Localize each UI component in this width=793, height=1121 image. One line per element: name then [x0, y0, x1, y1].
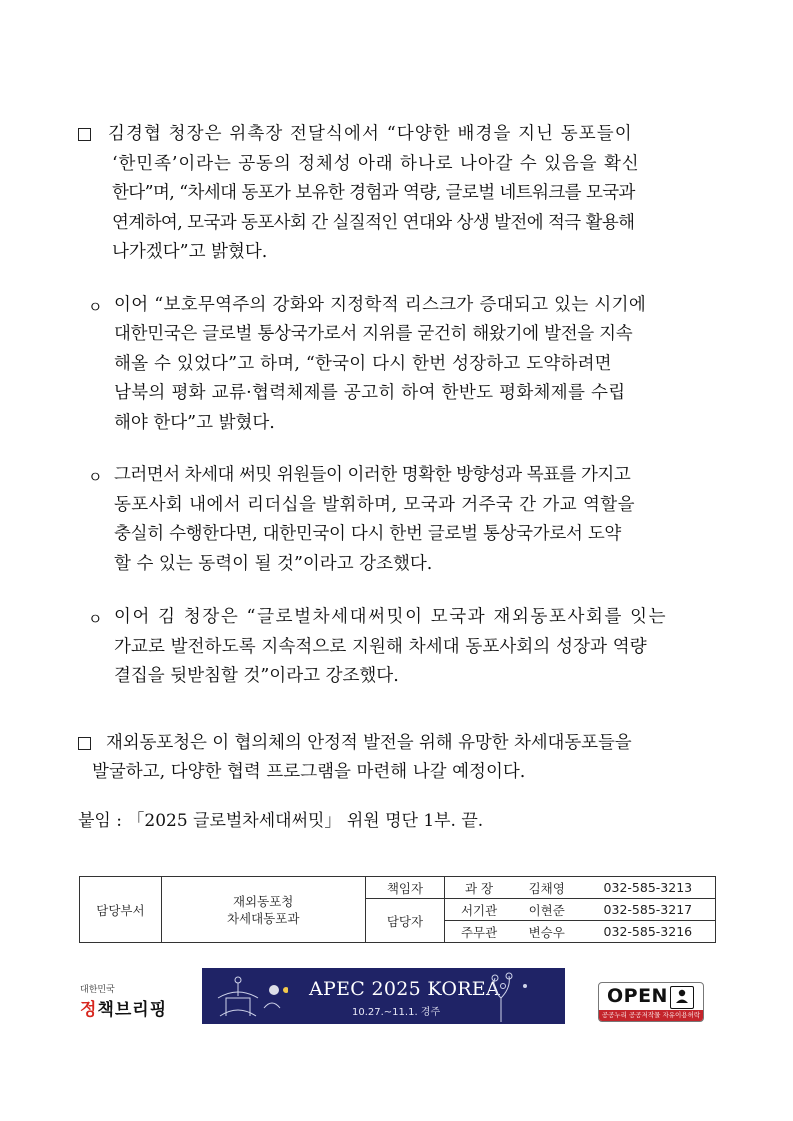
- contact-name: 변승우: [513, 921, 581, 943]
- contact-table: [79, 876, 716, 943]
- text-line: 이어 김 청장은 “글로벌차세대써밋이 모국과 재외동포사회를 잇는: [114, 607, 668, 627]
- open-word: OPEN: [607, 985, 668, 1007]
- dept-label: 담당부서: [80, 877, 162, 943]
- person-icon: [671, 987, 693, 1008]
- attribution-icon: [670, 986, 694, 1009]
- contact-phone: 032-585-3216: [581, 921, 716, 943]
- circle-bullet-icon: ㅇ: [88, 468, 103, 486]
- text-line: 가교로 발전하도록 지속적으로 지원해 차세대 동포사회의 성장과 역량: [114, 637, 647, 657]
- contact-title: 과 장: [445, 877, 513, 899]
- contact-phone: 032-585-3213: [581, 877, 716, 899]
- contact-phone: 032-585-3217: [581, 899, 716, 921]
- circle-bullet-icon: ㅇ: [88, 610, 103, 628]
- policy-briefing-logo: [80, 982, 170, 1038]
- text-line: 김경협 청장은 위촉장 전달식에서 “다양한 배경을 지닌 동포들이: [108, 124, 633, 144]
- text-line: 대한민국은 글로벌 통상국가로서 지위를 굳건히 해왔기에 발전을 지속: [114, 324, 633, 344]
- text-line: 한다”며, “차세대 동포가 보유한 경험과 역량, 글로벌 네트워크를 모국과: [112, 183, 635, 203]
- hanok-illustration-icon: [208, 968, 288, 1024]
- text-line: 할 수 있는 동력이 될 것”이라고 강조했다.: [114, 554, 433, 574]
- text-line: 결집을 뒷받침할 것”이라고 강조했다.: [114, 666, 399, 686]
- dept-line-1: 재외동포청: [232, 893, 294, 909]
- text-line: 그러면서 차세대 써밋 위원들이 이러한 명확한 방향성과 목표를 가지고: [114, 465, 631, 485]
- open-caption: 공공누리 공공저작물 자유이용허락: [599, 1010, 703, 1021]
- box-bullet-icon: [78, 128, 91, 141]
- text-line: 해야 한다”고 밝혔다.: [114, 413, 275, 433]
- brand-accent-text: 정: [80, 1000, 98, 1020]
- apec-banner: [202, 968, 565, 1024]
- contact-name: 이현준: [513, 899, 581, 921]
- apec-title: APEC 2025 KOREA: [309, 978, 501, 1000]
- text-line: 발굴하고, 다양한 협력 프로그램을 마련해 나갈 예정이다.: [92, 762, 526, 782]
- dept-line-2: 차세대동포과: [226, 910, 300, 926]
- contact-name: 김채영: [513, 877, 581, 899]
- circle-bullet-icon: ㅇ: [88, 298, 103, 316]
- dept-name: [161, 877, 365, 943]
- text-line: 재외동포청은 이 협의체의 안정적 발전을 위해 유망한 차세대동포들을: [106, 733, 632, 753]
- brand-main-text: 정책브리핑: [80, 1000, 168, 1020]
- contact-title: 서기관: [445, 899, 513, 921]
- text-line: 나가겠다”고 밝혔다.: [112, 242, 268, 262]
- apec-dates: 10.27.~11.1. 경주: [352, 1007, 441, 1018]
- box-bullet-icon: [78, 737, 91, 750]
- attachment-note: 붙임 : 「2025 글로벌차세대써밋」 위원 명단 1부. 끝.: [78, 811, 484, 831]
- contact-title: 주무관: [445, 921, 513, 943]
- text-line: ‘한민족’이라는 공동의 정체성 아래 하나로 나아갈 수 있음을 확신: [112, 154, 640, 174]
- text-line: 이어 “보호무역주의 강화와 지정학적 리스크가 증대되고 있는 시기에: [114, 295, 647, 315]
- text-line: 충실히 수행한다면, 대한민국이 다시 한번 글로벌 통상국가로서 도약: [114, 524, 622, 544]
- kogl-open-badge: [598, 982, 704, 1022]
- flower-illustration-icon: [481, 968, 561, 1024]
- brand-small-text: 대한민국: [80, 985, 115, 995]
- text-line: 해올 수 있었다”고 하며, “한국이 다시 한번 성장하고 도약하려면: [114, 354, 612, 374]
- text-line: 동포사회 내에서 리더십을 발휘하며, 모국과 거주국 간 가교 역할을: [114, 495, 635, 515]
- text-line: 남북의 평화 교류·협력체제를 공고히 하여 한반도 평화체제를 수립: [114, 383, 626, 403]
- text-line: 연계하여, 모국과 동포사회 간 실질적인 연대와 상생 발전에 적극 활용해: [112, 213, 635, 233]
- staff-label: 담당자: [365, 899, 445, 943]
- responsible-label: 책임자: [365, 877, 445, 899]
